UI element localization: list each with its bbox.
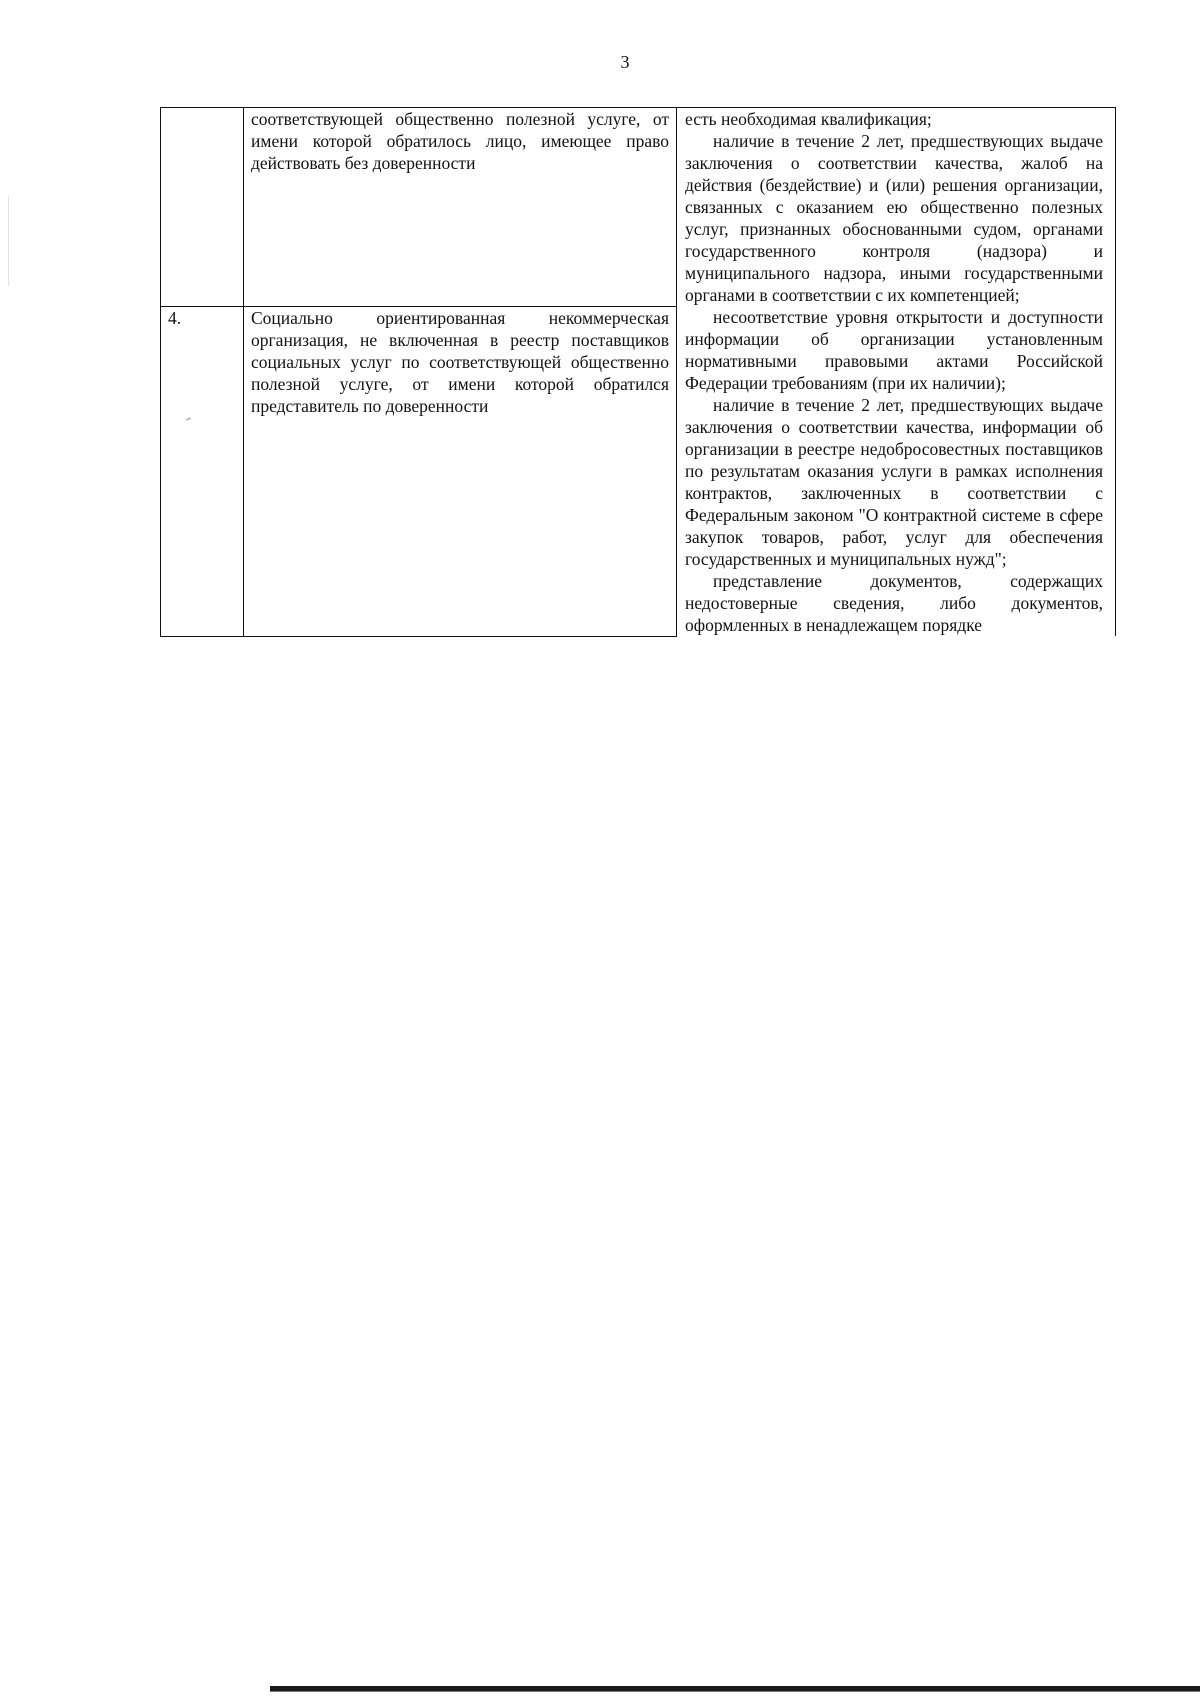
page-number: 3: [620, 52, 630, 72]
scan-edge-mark: [8, 196, 9, 286]
reason-item: несоответствие уровня открытости и доступности информации об организации установленным нормативными правовыми актами Российской Федерации требованиям (при их наличии);: [685, 307, 1103, 393]
table-row: [161, 108, 1116, 307]
reasons-cell: [677, 108, 1116, 637]
reason-item: наличие в течение 2 лет, предшествующих выдаче заключения о соответствии качества, жалоб на действия (бездействие) и (или) решения организации, связанных с оказанием ею общественно полезных услуг, признанных обоснованными судом, органами государственного контроля (надзора) и муниципального надзора, иными государственными органами в соответствии с их компетенцией;: [685, 131, 1103, 305]
reason-item: представление документов, содержащих недостоверные сведения, либо документов, оформленных в ненадлежащем порядке: [685, 571, 1103, 635]
scan-bottom-border-shadow: [270, 1691, 1200, 1692]
reason-item: есть необходимая квалификация;: [685, 109, 932, 129]
reason-item: наличие в течение 2 лет, предшествующих выдаче заключения о соответствии качества, информации об организации в реестре недобросовестных поставщиков по результатам оказания услуги в рамках исполнения контрактов, заключенных в соответствии с Федеральным законом "О контрактной системе в сфере закупок товаров, работ, услуг для обеспечения государственных и муниципальных нужд";: [685, 395, 1103, 569]
criteria-table: [160, 107, 1116, 637]
row-number-cell: [161, 108, 244, 307]
row-number-cell: 4.: [161, 306, 244, 636]
organization-cell: соответствующей общественно полезной услуге, от имени которой обратилось лицо, имеющее право действовать без доверенности: [244, 108, 677, 307]
organization-cell: Социально ориентированная некоммерческая организация, не включенная в реестр поставщиков социальных услуг по соответствующей общественно полезной услуге, от имени которой обратился представитель по доверенности: [244, 306, 677, 636]
